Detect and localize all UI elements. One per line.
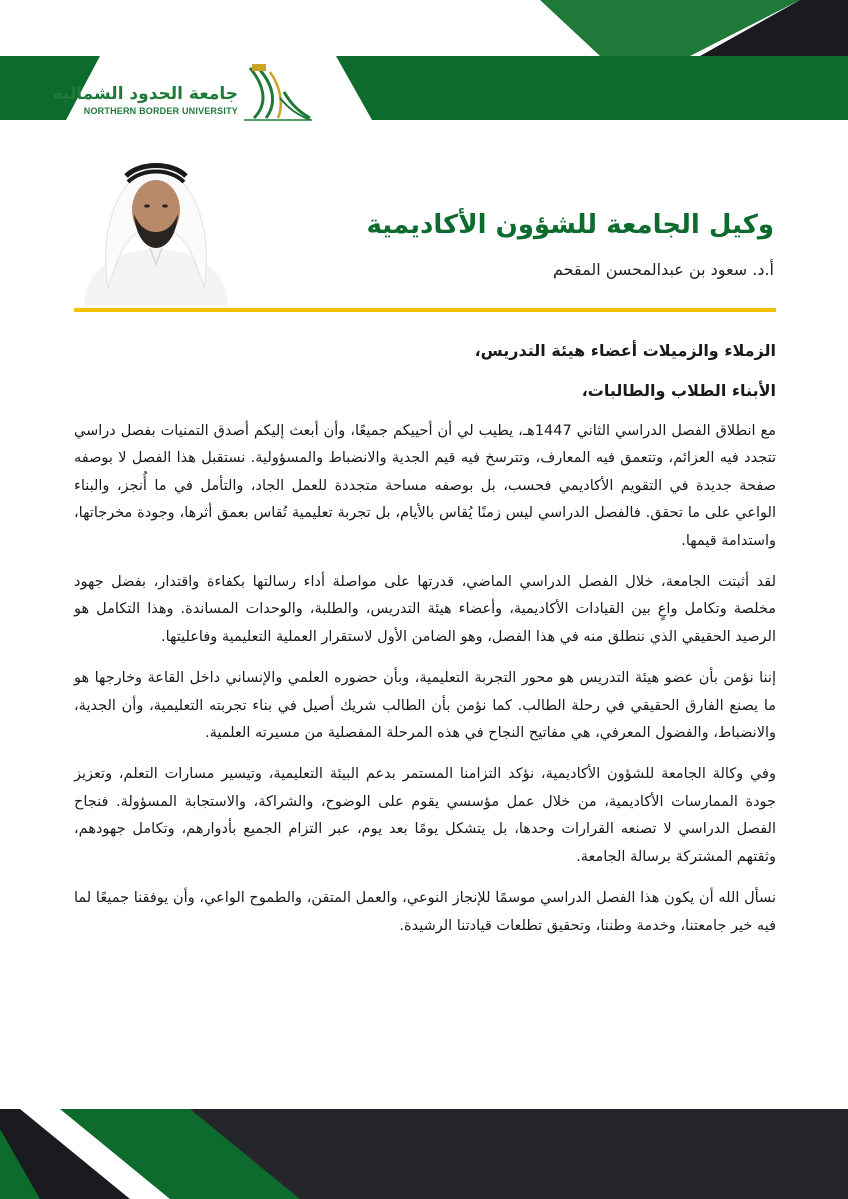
author-name: أ.د. سعود بن عبدالمحسن المقحم <box>553 260 774 279</box>
university-name-english: NORTHERN BORDER UNIVERSITY <box>83 106 238 116</box>
vice-rector-portrait <box>74 148 238 306</box>
paragraph: وفي وكالة الجامعة للشؤون الأكاديمية، نؤكد التزامنا المستمر بدعم البيئة التعليمية، وتيسير مسارات التعلم، وتعزيز جودة الممارسات الأكاديمية، من خلال عمل مؤسسي يقوم على الوضوح، والشراكة، والاستجابة المسؤولة. فنجاح الفصل الدراسي لا تصنعه القرارات وحدها، بل يتشكل يومًا بعد يوم، عبر التزام الجميع بأدوارهم، وتكامل جهودهم، وثقتهم المشتركة برسالة الجامعة. <box>74 766 776 865</box>
greeting-students: الأبناء الطلاب والطالبات، <box>581 381 776 400</box>
portrait-image <box>74 148 238 306</box>
paragraph: لقد أثبتت الجامعة، خلال الفصل الدراسي الماضي، قدرتها على مواصلة أداء رسالتها بكفاءة واقتدار، بفضل جهود مخلصة وتكامل واعٍ بين القيادات الأكاديمية، وأعضاء هيئة التدريس، والطلبة، والوحدات المساندة. وهذا التكامل هو الرصيد الحقيقي الذي ننطلق منه في هذا الفصل، وهو الضامن الأول لاستقرار العملية التعليمية وفاعليتها. <box>74 574 776 645</box>
letter-body <box>74 338 776 954</box>
greeting-faculty: الزملاء والزميلات أعضاء هيئة التدريس، <box>474 341 776 360</box>
university-name-arabic: جامعة الحدود الشمالية <box>52 84 238 104</box>
page-title: وكيل الجامعة للشؤون الأكاديمية <box>366 210 774 240</box>
university-emblem-icon <box>240 62 314 124</box>
footer-decoration <box>0 1069 848 1199</box>
paragraph: نسأل الله أن يكون هذا الفصل الدراسي موسمًا للإنجاز النوعي، والعمل المتقن، والطموح الواعي، وأن يوفقنا جميعًا لما فيه خير جامعتنا، وخدمة وطننا، وتحقيق تطلعات قيادتنا الرشيدة. <box>74 890 776 934</box>
paragraph: مع انطلاق الفصل الدراسي الثاني 1447هـ، يطيب لي أن أحييكم جميعًا، وأن أبعث إليكم أصدق التمنيات بفصل دراسي تتجدد فيه العزائم، وتتعمق فيه المعارف، وتترسخ فيه قيم الجدية والانضباط والمسؤولية. نستقبل هذا الفصل لا بوصفه صفحة جديدة في التقويم الأكاديمي فحسب، بل بوصفه مساحة متجددة للعمل الجاد، والتأمل في ما أُنجز، والبناء الواعي على ما تحقق. فالفصل الدراسي ليس زمنًا يُقاس بالأيام، بل تجربة تعليمية تُقاس بعمق أثرها، وجودة مخرجاتها، واستدامة قيمها. <box>74 423 777 549</box>
title-divider <box>74 308 776 312</box>
university-logo <box>52 62 318 126</box>
paragraph: إننا نؤمن بأن عضو هيئة التدريس هو محور التجربة التعليمية، وبأن حضوره العلمي والإنساني داخل القاعة وخارجها هو ما يصنع الفارق الحقيقي في رحلة الطالب. كما نؤمن بأن الطالب شريك أصيل في بناء تجربته التعليمية، وأن الجدية، والانضباط، والفضول المعرفي، هي مفاتيح النجاح في هذه المرحلة المفصلية من مسيرته العلمية. <box>74 670 776 742</box>
